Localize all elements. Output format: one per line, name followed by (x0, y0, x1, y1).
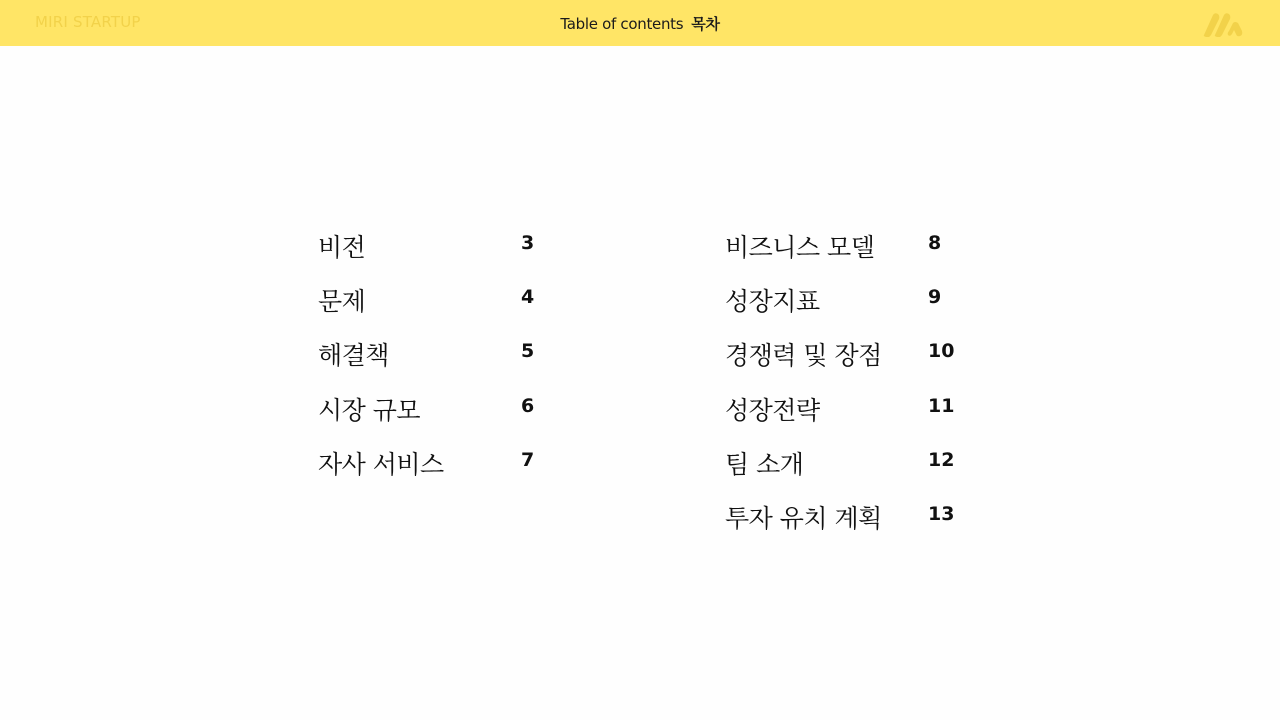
toc-item-page: 10 (928, 340, 955, 363)
toc-item-label: 해결책 (318, 341, 389, 371)
toc-item-label: 경쟁력 및 장점 (725, 341, 882, 371)
toc-item-label: 성장전략 (725, 395, 820, 425)
toc-item-label: 투자 유치 계획 (725, 503, 882, 533)
toc-item-label: 자사 서비스 (318, 449, 444, 479)
toc-item-page: 12 (928, 448, 955, 471)
toc-item-label: 비전 (318, 233, 366, 262)
toc-item[interactable] (318, 228, 558, 282)
toc-item[interactable] (318, 336, 558, 390)
toc-item[interactable] (725, 282, 975, 336)
toc-item-label: 팀 소개 (725, 449, 804, 479)
toc-left-column (318, 228, 558, 499)
toc-item[interactable] (725, 228, 975, 282)
toc-item-page: 9 (928, 286, 942, 309)
toc-item-page: 4 (521, 286, 535, 309)
header-bar (0, 0, 1280, 46)
toc-item-page: 8 (928, 232, 942, 254)
toc-item-page: 7 (521, 448, 535, 471)
toc-item[interactable] (318, 391, 558, 445)
toc-item-label: 비즈니스 모델 (725, 233, 875, 262)
toc-item[interactable] (318, 282, 558, 336)
toc-item[interactable] (725, 391, 975, 445)
toc-item-page: 11 (928, 394, 955, 417)
toc-item-page: 5 (521, 340, 535, 363)
toc-item-page: 6 (521, 394, 535, 417)
toc-item[interactable] (725, 499, 975, 553)
toc-right-column (725, 228, 975, 553)
toc-item-page: 13 (928, 502, 955, 525)
m-logo-icon (1202, 11, 1244, 37)
toc-item[interactable] (725, 445, 975, 499)
brand-name: MIRI STARTUP (35, 13, 141, 31)
toc-item[interactable] (318, 445, 558, 499)
page-title-korean: 목차 (691, 15, 720, 33)
page-title (0, 13, 1280, 34)
page-title-english: Table of contents (560, 15, 684, 33)
toc-item-page: 3 (521, 232, 535, 254)
toc-item-label: 시장 규모 (318, 395, 421, 425)
toc-item-label: 문제 (318, 287, 366, 317)
toc-item-label: 성장지표 (725, 287, 820, 317)
toc-item[interactable] (725, 336, 975, 390)
